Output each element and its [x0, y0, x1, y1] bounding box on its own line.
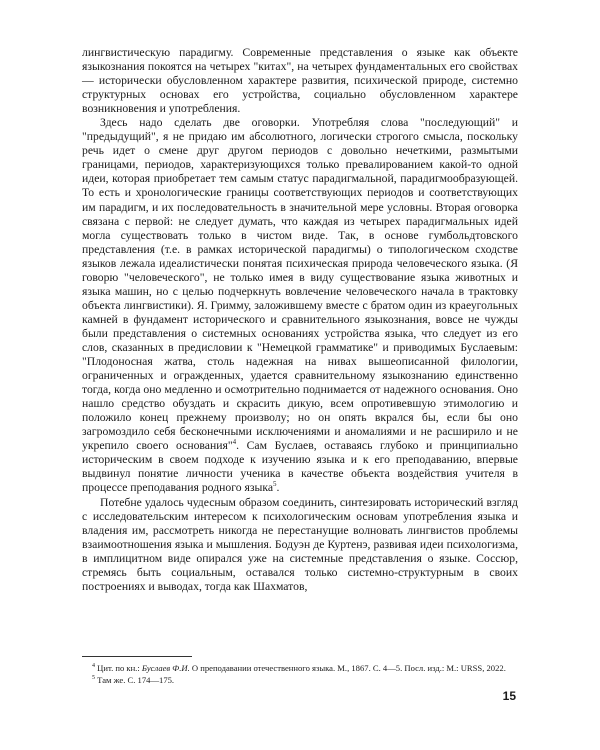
footnote-4-prefix: Цит. по кн.:: [97, 662, 142, 673]
footnote-5-number: 5: [92, 675, 95, 682]
footnotes: [82, 656, 518, 685]
main-text: [82, 46, 518, 594]
footnote-ref-4[interactable]: 4: [232, 438, 237, 447]
page-body: [82, 46, 518, 594]
paragraph-1: [82, 46, 518, 116]
footnote-divider: [82, 656, 192, 657]
page-number: 15: [502, 689, 516, 703]
paragraph-3-text: Потебне удалось чудесным образом соединить, синтезировать исторический взгляд с исследовательским интересом к психологическим основам употребления языка и владения им, рассмотреть никогда не перестанущие волновать лингвистов проблемы взаимоотношения языка и мышления. Бодуэн де Куртенэ, развивая идеи психологизма, в имплицитном виде опирался уже на системные представления о языке. Соссюр, стремясь быть социальным, оставался только системно-структурным в своих построениях и выводах, тогда как Шахматов,: [82, 495, 518, 593]
footnote-4-number: 4: [92, 663, 95, 669]
paragraph-2: [82, 116, 518, 495]
footnote-4-author: Буслаев Ф.И.: [141, 662, 190, 673]
footnote-5: [82, 673, 518, 685]
paragraph-3: [82, 496, 518, 594]
footnote-5-text: Там же. С. 174—175.: [97, 675, 175, 686]
paragraph-1-text: лингвистическую парадигму. Современные представления о языке как объекте языкознания покоятся на четырех "китах", на четырех фундаментальных его свойствах — исторически обусловленном характере развития, психической природе, системно структурных основах его устройства, социально обусловленном характере возникновения и употребления.: [82, 46, 518, 116]
footnote-ref-5[interactable]: 5: [273, 480, 277, 489]
footnote-4: [82, 661, 518, 673]
paragraph-2-text-continued: . Сам Буслаев, оставаясь глубоко и принципиально историческим в своем подходе к изучению языка и к его преподаванию, впервые выдвинул понятие личности ученика в качестве объекта воздействия учителя в процессе преподавания родного языка: [82, 439, 518, 495]
paragraph-2-text: Здесь надо сделать две оговорки. Употребляя слова "последующий" и "предыдущий", я не придаю им абсолютного, логически строгого смысла, поскольку речь идет о смене друг другом периодов с довольно нечеткими, размытыми границами, периодов, характеризующихся только превалированием какой-то одной идеи, которая приобретает тем самым статус парадигмальной, парадигмообразующей. То есть и хронологические границы соответствующих периодов и соответствующих им парадигм, и их последовательность в значительной мере условны. Вторая оговорка связана с первой: не следует думать, что каждая из четырех парадигмальных идей могла существовать только в чистом виде. Так, в основе гумбольдтовского представления (т.е. в рамках исторической парадигмы) о типологическом сходстве языков лежала идеалистически понятая психическая природа человеческого языка. (Я говорю "человеческого", не только имея в виду существование языка животных и языка машин, но с целью подчеркнуть вовлечение человеческого начала в трактовку объекта лингвистики). Я. Гримму, заложившему вместе с братом один из краеугольных камней в фундамент исторического и сравнительного языкознания, вовсе не чужды были представления о системных основаниях устройства языка, что следует из его слов, сказанных в предисловии к "Немецкой грамматике" и приводимых Буслаевым: "Плодоносная жатва, столь надежная на нивах вышеописанной филологии, ограниченных и огражденных, удается сравнительному языкознанию единственно тогда, когда оно медленно и осмотрительно поднимается от надежного основания. Оно нашло средство обуздать и скрасить дикую, всем опротивевшую этимологию и положило конец прежнему произволу; но он опять вкрался бы, если бы оно загромоздило себя бесконечными исключениями и аномалиями и не расширило и не укрепило своего основания": [82, 116, 518, 453]
footnote-4-text: О преподавании отечественного языка. М., 1867. С. 4—5. Посл. изд.: М.: URSS, 2022.: [189, 662, 506, 673]
paragraph-2-end: .: [276, 481, 280, 495]
